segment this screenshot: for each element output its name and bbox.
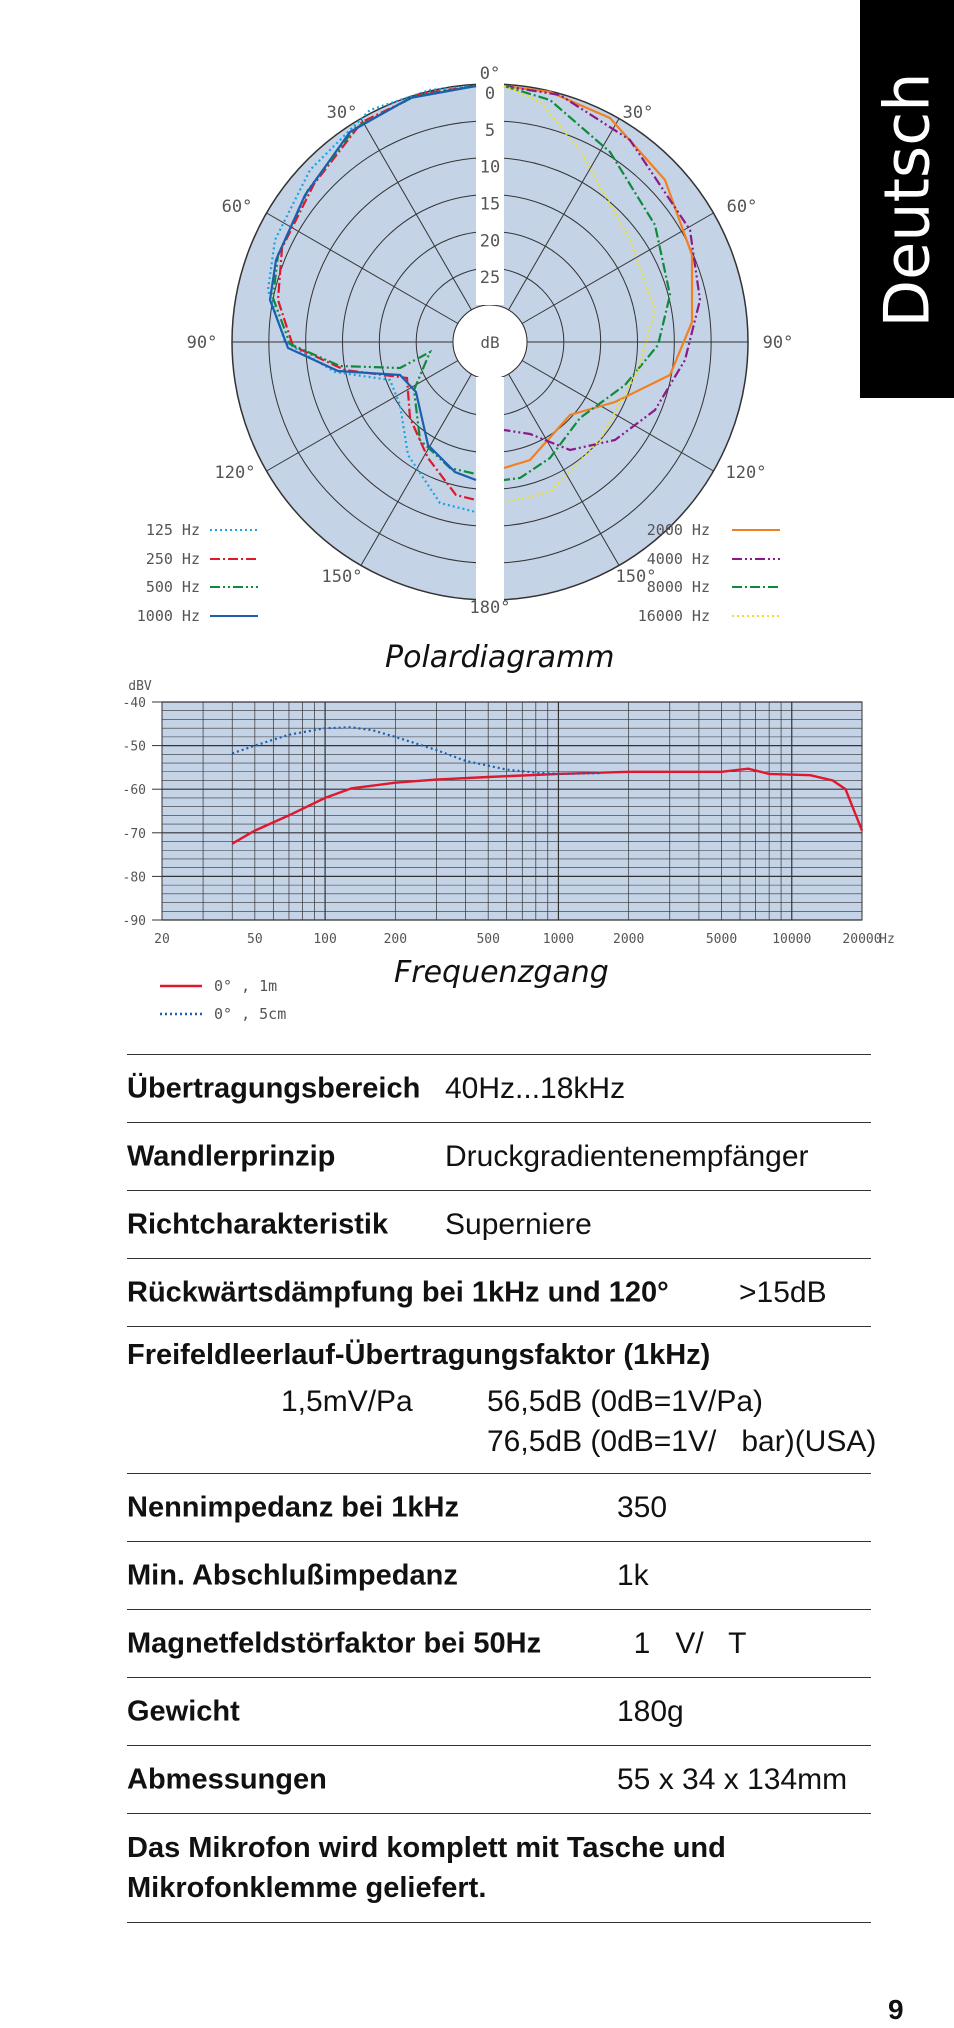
legend-label: 1000 Hz xyxy=(136,606,200,625)
polar-angle-label: 30° xyxy=(326,103,358,123)
spec-value: 1k xyxy=(617,1558,649,1592)
legend-entry xyxy=(110,516,258,545)
spec-key: Freifeldleerlauf-Übertragungsfaktor (1kHz) xyxy=(127,1339,711,1371)
spec-key: Nennimpedanz bei 1kHz xyxy=(127,1491,459,1523)
legend-label: 8000 Hz xyxy=(646,578,710,597)
polar-db-unit: dB xyxy=(480,333,500,352)
spec-row-transfer-factor xyxy=(127,1326,877,1473)
legend-entry xyxy=(110,602,258,631)
legend-label: 500 Hz xyxy=(145,578,200,597)
polar-db-label: 20 xyxy=(479,231,501,252)
freq-legend-label: 0° , 1m xyxy=(214,977,278,995)
legend-label: 2000 Hz xyxy=(646,521,710,540)
spec-value: 55 x 34 x 134mm xyxy=(617,1762,848,1796)
legend-entry xyxy=(610,602,780,631)
legend-entry xyxy=(110,573,258,602)
legend-swatch xyxy=(732,584,780,590)
freq-y-tick-label: -90 xyxy=(122,914,146,929)
freq-legend-entry xyxy=(160,972,286,1000)
freq-x-tick-label: 100 xyxy=(313,932,337,947)
delivery-note xyxy=(127,1813,871,1923)
freq-legend-swatch xyxy=(160,1011,202,1017)
legend-entry xyxy=(610,516,780,545)
spec-value: 180g xyxy=(617,1694,684,1728)
freq-y-tick-label: -70 xyxy=(122,826,146,842)
freq-x-unit: Hz xyxy=(879,932,895,947)
freq-x-tick-label: 10000 xyxy=(772,932,812,947)
legend-label: 16000 Hz xyxy=(637,606,710,625)
polar-legend-left xyxy=(110,516,258,630)
freq-x-tick-label: 1000 xyxy=(542,932,575,947)
freq-legend-swatch xyxy=(160,983,202,989)
legend-swatch xyxy=(210,584,258,590)
spec-key: Abmessungen xyxy=(127,1763,327,1795)
freq-plot-area xyxy=(162,702,862,920)
spec-key: Wandlerprinzip xyxy=(127,1140,336,1172)
spec-row xyxy=(127,1609,871,1677)
spec-row xyxy=(127,1190,871,1258)
spec-value: Superniere xyxy=(445,1207,592,1241)
legend-label: 250 Hz xyxy=(145,549,200,568)
legend-swatch xyxy=(732,527,780,533)
polar-angle-label: 0° xyxy=(479,64,501,84)
legend-entry xyxy=(610,545,780,574)
polar-caption: Polardiagramm xyxy=(385,640,615,675)
freq-y-tick-label: -50 xyxy=(122,739,146,755)
spec-key: Min. Abschlußimpedanz xyxy=(127,1559,458,1591)
spec-row xyxy=(127,1122,871,1190)
spec-key: Das Mikrofon wird komplett mit Tasche und Mikrofonklemme geliefert. xyxy=(127,1832,726,1904)
polar-db-label: 0 xyxy=(484,84,496,104)
spec-row xyxy=(127,1541,871,1609)
legend-swatch xyxy=(732,613,780,619)
polar-angle-label: 30° xyxy=(622,103,654,123)
freq-legend-label: 0° , 5cm xyxy=(214,1005,287,1023)
legend-label: 4000 Hz xyxy=(646,549,710,568)
polar-angle-label: 60° xyxy=(726,197,758,217)
freq-x-tick-label: 2000 xyxy=(613,932,645,947)
spec-key: Rückwärtsdämpfung bei 1kHz und 120° xyxy=(127,1276,669,1308)
freq-y-tick-label: -60 xyxy=(122,783,146,799)
spec-key: Magnetfeldstörfaktor bei 50Hz xyxy=(127,1627,542,1659)
spec-value: 56,5dB (0dB=1V/Pa) xyxy=(487,1385,764,1418)
polar-angle-label: 180° xyxy=(469,598,511,618)
freq-y-unit: dBV xyxy=(128,679,152,694)
freq-x-tick-label: 20 xyxy=(154,932,170,947)
freq-x-tick-label: 20000 xyxy=(842,932,882,947)
polar-angle-label: 120° xyxy=(725,463,767,483)
spec-row xyxy=(127,1677,871,1745)
polar-angle-label: 90° xyxy=(762,333,794,353)
legend-label: 125 Hz xyxy=(145,521,200,540)
freq-x-tick-label: 50 xyxy=(247,932,263,947)
language-tab xyxy=(860,0,954,398)
polar-angle-label: 150° xyxy=(615,567,657,587)
spec-value: 76,5dB (0dB=1V/ bar)(USA) xyxy=(487,1425,877,1458)
polar-db-label: 15 xyxy=(479,194,501,215)
legend-swatch xyxy=(210,613,258,619)
spec-value: >15dB xyxy=(739,1275,827,1309)
legend-entry xyxy=(110,545,258,574)
freq-y-tick-label: -40 xyxy=(122,696,146,711)
spec-value: 1,5mV/Pa xyxy=(281,1385,413,1418)
spec-value: 1 V/ T xyxy=(617,1626,747,1660)
polar-angle-label: 150° xyxy=(321,567,363,587)
spec-row xyxy=(127,1473,871,1541)
polar-db-label: 5 xyxy=(484,120,496,141)
freq-legend-entry xyxy=(160,1000,286,1028)
spec-key: Übertragungsbereich xyxy=(127,1072,421,1104)
polar-angle-label: 120° xyxy=(214,463,256,483)
legend-entry xyxy=(610,573,780,602)
spec-value: Druckgradientenempfänger xyxy=(445,1139,809,1173)
legend-swatch xyxy=(210,556,258,562)
frequency-caption: Frequenzgang xyxy=(394,955,609,990)
polar-db-label: 25 xyxy=(479,268,501,289)
spec-key: Gewicht xyxy=(127,1695,240,1727)
spec-row xyxy=(127,1054,871,1122)
freq-y-tick-label: -80 xyxy=(122,870,146,886)
polar-gap-bottom xyxy=(476,377,504,606)
polar-db-label: 10 xyxy=(479,157,501,178)
legend-swatch xyxy=(210,527,258,533)
language-tab-label: Deutsch xyxy=(870,72,944,328)
legend-swatch xyxy=(732,556,780,562)
polar-angle-label: 90° xyxy=(186,333,218,353)
spec-value: 350 xyxy=(617,1490,668,1524)
frequency-response-chart xyxy=(110,672,895,962)
page-number: 9 xyxy=(888,1994,904,2025)
spec-row xyxy=(127,1745,871,1813)
polar-angle-label: 60° xyxy=(221,197,253,217)
polar-legend-right xyxy=(610,516,780,630)
spec-key: Richtcharakteristik xyxy=(127,1208,389,1240)
freq-x-tick-label: 5000 xyxy=(705,932,738,947)
frequency-legend xyxy=(160,972,286,1028)
freq-x-tick-label: 500 xyxy=(476,932,500,947)
spec-row xyxy=(127,1258,871,1326)
freq-x-tick-label: 200 xyxy=(383,932,408,947)
spec-table xyxy=(127,1054,877,1923)
spec-value: 40Hz...18kHz xyxy=(445,1071,626,1105)
